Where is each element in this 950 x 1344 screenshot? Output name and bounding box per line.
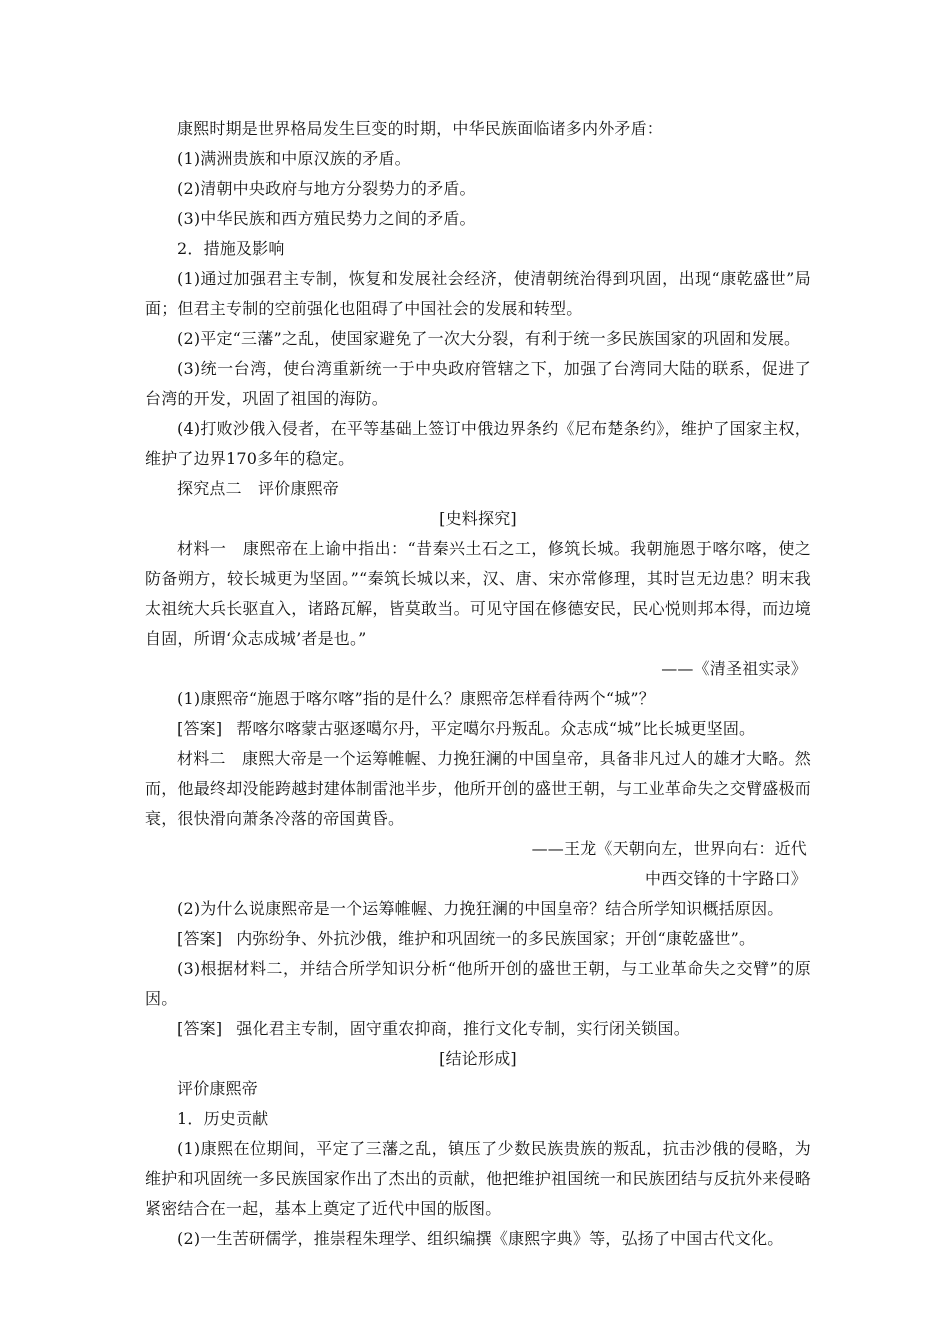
question-3: (3)根据材料二，并结合所学知识分析“他所开创的盛世王朝，与工业革命失之交臂”的原因。	[145, 959, 811, 1008]
conclusion-title: 评价康熙帝	[177, 1079, 259, 1098]
material-two-source-line-2: 中西交锋的十字路口》	[644, 869, 807, 888]
section-heading-measures: 2．措施及影响	[177, 239, 285, 258]
section-heading-evaluate: 探究点二 评价康熙帝	[177, 479, 340, 498]
answer-2	[145, 924, 811, 954]
answer-text: 帮喀尔喀蒙古驱逐噶尔丹，平定噶尔丹叛乱。众志成“城”比长城更坚固。	[236, 719, 756, 738]
document-body	[145, 114, 811, 1254]
answer-tag: [答案]	[177, 1019, 223, 1038]
measure-item-1: (1)通过加强君主专制，恢复和发展社会经济，使清朝统治得到巩固，出现“康乾盛世”局面；但君主专制的空前强化也阻碍了中国社会的发展和转型。	[145, 269, 811, 318]
answer-3	[145, 1014, 811, 1044]
contribution-item-2: (2)一生苦研儒学，推崇程朱理学、组织编撰《康熙字典》等，弘扬了中国古代文化。	[177, 1229, 784, 1248]
question-2: (2)为什么说康熙帝是一个运筹帷幄、力挽狂澜的中国皇帝？结合所学知识概括原因。	[177, 899, 784, 918]
intro-paragraph: 康熙时期是世界格局发生巨变的时期，中华民族面临诸多内外矛盾：	[177, 119, 664, 138]
question-1: (1)康熙帝“施恩于喀尔喀”指的是什么？康熙帝怎样看待两个“城”？	[177, 689, 655, 708]
material-two-source-line-1: ——王龙《天朝向左，世界向右：近代	[531, 839, 807, 858]
contradiction-item-1: (1)满洲贵族和中原汉族的矛盾。	[177, 149, 411, 168]
answer-text: 内弥纷争、外抗沙俄，维护和巩固统一的多民族国家；开创“康乾盛世”。	[236, 929, 756, 948]
answer-1	[145, 714, 811, 744]
answer-tag: [答案]	[177, 929, 223, 948]
material-one: 材料一 康熙帝在上谕中指出：“昔秦兴土石之工，修筑长城。我朝施恩于喀尔喀，使之防备朔方，较长城更为坚固。”“秦筑长城以来，汉、唐、宋亦常修理，其时岂无边患？明末我太祖统大兵长驱直入，诸路瓦解，皆莫敢当。可见守国在修德安民，民心悦则邦本得，而边境自固，所谓‘众志成城’者是也。”	[145, 539, 811, 648]
material-one-source: ——《清圣祖实录》	[661, 659, 807, 678]
answer-text: 强化君主专制，固守重农抑商，推行文化专制，实行闭关锁国。	[236, 1019, 690, 1038]
conclusion-heading-contribution: 1．历史贡献	[177, 1109, 269, 1128]
contradiction-item-2: (2)清朝中央政府与地方分裂势力的矛盾。	[177, 179, 476, 198]
contribution-item-1: (1)康熙在位期间，平定了三藩之乱，镇压了少数民族贵族的叛乱，抗击沙俄的侵略，为维护和巩固统一多民族国家作出了杰出的贡献，他把维护祖国统一和民族团结与反抗外来侵略紧密结合在一起，基本上奠定了近代中国的版图。	[145, 1139, 811, 1218]
contradiction-item-3: (3)中华民族和西方殖民势力之间的矛盾。	[177, 209, 476, 228]
measure-item-3: (3)统一台湾，使台湾重新统一于中央政府管辖之下，加强了台湾同大陆的联系，促进了台湾的开发，巩固了祖国的海防。	[145, 359, 811, 408]
subheading-historical-exploration: [史料探究]	[439, 509, 517, 528]
answer-tag: [答案]	[177, 719, 223, 738]
material-two: 材料二 康熙大帝是一个运筹帷幄、力挽狂澜的中国皇帝，具备非凡过人的雄才大略。然而，他最终却没能跨越封建体制雷池半步，他所开创的盛世王朝，与工业革命失之交臂盛极而衰，很快滑向萧条冷落的帝国黄昏。	[145, 749, 811, 828]
measure-item-2: (2)平定“三藩”之乱，使国家避免了一次大分裂，有利于统一多民族国家的巩固和发展。	[177, 329, 801, 348]
subheading-conclusion: [结论形成]	[439, 1049, 517, 1068]
measure-item-4: (4)打败沙俄入侵者，在平等基础上签订中俄边界条约《尼布楚条约》，维护了国家主权，维护了边界170多年的稳定。	[145, 419, 811, 468]
